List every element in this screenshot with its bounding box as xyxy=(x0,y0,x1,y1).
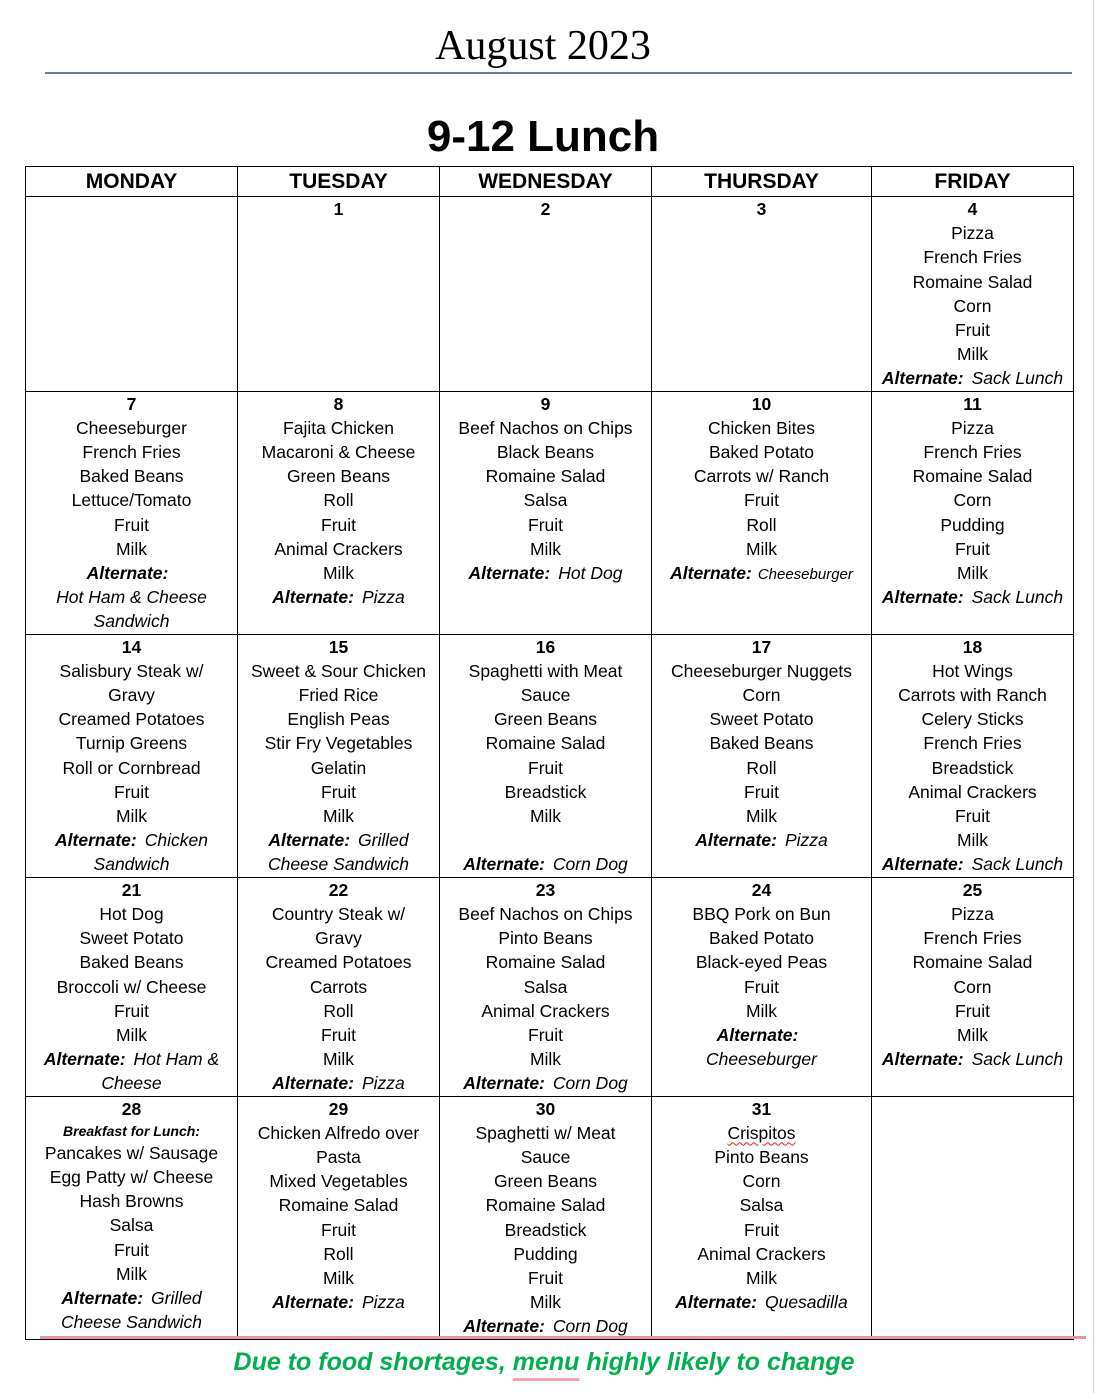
alternate-label: Alternate: xyxy=(695,830,777,851)
menu-item: Pinto Beans xyxy=(714,1146,809,1167)
lunch-calendar xyxy=(25,166,1074,1340)
menu-item: Milk xyxy=(956,344,989,365)
date-number: 4 xyxy=(967,199,978,219)
alternate-label: Alternate: xyxy=(881,854,964,875)
footer-notice xyxy=(0,1346,1088,1378)
menu-item: Roll xyxy=(746,757,777,778)
footer-notice-text-end: highly likely to change xyxy=(579,1348,855,1376)
menu-item: French Fries xyxy=(923,928,1022,949)
menu-item: Romaine Salad xyxy=(278,1195,399,1216)
date-number: 21 xyxy=(121,879,142,900)
day-cell-9 xyxy=(440,391,652,634)
alternate-line xyxy=(876,852,1069,876)
day-cell-15 xyxy=(238,634,440,877)
menu-item: Pizza xyxy=(951,223,994,244)
date-number: 25 xyxy=(962,879,983,900)
alternate-line xyxy=(242,585,435,609)
day-cell-28 xyxy=(26,1096,238,1339)
date-number: 1 xyxy=(333,199,344,219)
day-cell-31 xyxy=(652,1096,872,1339)
menu-item: Fruit xyxy=(528,1267,563,1288)
alternate-line xyxy=(444,1071,647,1095)
menu-item: Beef Nachos on Chips xyxy=(458,903,633,924)
menu-item: Milk xyxy=(322,1049,355,1070)
menu-item: Corn xyxy=(953,976,992,997)
alternate-label: Alternate: xyxy=(881,368,964,389)
menu-item: Chicken Alfredo over Pasta xyxy=(257,1122,420,1167)
alternate-label: Alternate: xyxy=(670,563,752,584)
menu-item: Fajita Chicken xyxy=(283,417,394,438)
menu-item: Romaine Salad xyxy=(912,271,1033,292)
menu-item: Salsa xyxy=(739,1195,784,1216)
alternate-line xyxy=(656,561,867,587)
date-number: 31 xyxy=(751,1098,772,1119)
day-cell-16 xyxy=(440,634,652,877)
menu-item: Mixed Vegetables xyxy=(269,1171,408,1192)
menu-item: Milk xyxy=(745,538,778,559)
date-number: 17 xyxy=(751,636,772,657)
alternate-line xyxy=(656,828,867,852)
menu-item: Fruit xyxy=(955,1000,990,1021)
alternate-line xyxy=(30,1286,233,1334)
menu-item: Breadstick xyxy=(931,757,1014,778)
menu-item: Green Beans xyxy=(286,466,391,487)
menu-note: Breakfast for Lunch: xyxy=(63,1122,200,1139)
day-cell-11 xyxy=(872,391,1074,634)
date-number: 16 xyxy=(535,636,556,657)
menu-item: Animal Crackers xyxy=(481,1000,610,1021)
day-cell-1 xyxy=(238,197,440,392)
alternate-label: Alternate: xyxy=(272,1073,354,1094)
week-row xyxy=(26,197,1074,392)
menu-item: Beef Nachos on Chips xyxy=(458,417,633,438)
menu-item: Roll xyxy=(323,490,354,511)
day-cell-21 xyxy=(26,877,238,1096)
alternate-line xyxy=(242,828,435,876)
menu-item: Fruit xyxy=(744,1219,779,1240)
menu-item: Corn xyxy=(953,295,992,316)
alternate-item: Sack Lunch xyxy=(971,1049,1064,1070)
date-number: 30 xyxy=(535,1098,556,1119)
menu-item: Baked Beans xyxy=(79,952,184,973)
weekday-header-thursday: THURSDAY xyxy=(652,167,872,197)
menu-item: Baked Potato xyxy=(708,928,815,949)
alternate-item: Hot Ham & Cheese xyxy=(101,1049,220,1094)
menu-item: Fruit xyxy=(114,1000,149,1021)
menu-item: Carrots xyxy=(309,976,368,997)
menu-item: Creamed Potatoes xyxy=(265,952,412,973)
menu-item: Milk xyxy=(529,1049,562,1070)
alternate-label: Alternate: xyxy=(272,1292,354,1313)
menu-item: Corn xyxy=(742,685,781,706)
alternate-label: Alternate: xyxy=(55,830,137,851)
day-cell-8 xyxy=(238,391,440,634)
alternate-label: Alternate: xyxy=(463,854,545,875)
menu-item: Black-eyed Peas xyxy=(695,952,828,973)
menu-item: French Fries xyxy=(923,733,1022,754)
menu-item: Hot Wings xyxy=(932,660,1013,681)
menu-item: Baked Beans xyxy=(709,733,814,754)
menu-title: 9-12 Lunch xyxy=(426,112,660,161)
menu-item: Animal Crackers xyxy=(908,781,1037,802)
day-cell-17 xyxy=(652,634,872,877)
alternate-item: Corn Dog xyxy=(552,854,628,875)
alternate-label: Alternate: xyxy=(468,563,551,584)
date-number: 29 xyxy=(328,1098,349,1119)
alternate-label: Alternate: xyxy=(61,1287,144,1308)
page-edge xyxy=(1093,0,1094,1393)
day-cell-25 xyxy=(872,877,1074,1096)
menu-item: Cheeseburger Nuggets xyxy=(671,660,852,681)
alternate-item: Sack Lunch xyxy=(971,854,1064,875)
alternate-item: Sack Lunch xyxy=(971,368,1064,389)
alternate-label: Alternate: xyxy=(268,830,351,851)
menu-item: French Fries xyxy=(82,442,181,463)
alternate-item: Corn Dog xyxy=(552,1316,628,1337)
date-number: 15 xyxy=(328,636,349,657)
weekday-header-row xyxy=(26,167,1074,197)
menu-item: Stir Fry Vegetables xyxy=(264,733,413,754)
alternate-line xyxy=(656,1290,867,1314)
alternate-line xyxy=(30,828,233,876)
menu-item: Broccoli w/ Cheese xyxy=(56,976,207,997)
menu-item: Pizza xyxy=(951,417,994,438)
weekday-header-monday: MONDAY xyxy=(26,167,238,197)
menu-item: Fruit xyxy=(114,781,149,802)
alternate-item: Hot Ham & Cheese Sandwich xyxy=(56,587,207,632)
menu-item: Romaine Salad xyxy=(485,733,606,754)
menu-item: Fruit xyxy=(955,320,990,341)
menu-item: Green Beans xyxy=(493,709,598,730)
menu-item: Sweet Potato xyxy=(709,709,814,730)
menu-item: Animal Crackers xyxy=(274,538,403,559)
menu-item: Sweet & Sour Chicken xyxy=(250,660,427,681)
menu-item: Animal Crackers xyxy=(697,1243,826,1264)
alternate-item: Pizza xyxy=(361,1073,405,1094)
alternate-label: Alternate: xyxy=(716,1024,799,1045)
alternate-item: Chicken Sandwich xyxy=(93,830,208,875)
day-cell-30 xyxy=(440,1096,652,1339)
alternate-line xyxy=(30,1047,233,1095)
menu-item: Romaine Salad xyxy=(485,1195,606,1216)
alternate-label: Alternate: xyxy=(675,1292,757,1313)
menu-item: Macaroni & Cheese xyxy=(261,442,416,463)
menu-item: Salsa xyxy=(523,490,568,511)
alternate-item: Pizza xyxy=(361,1292,405,1313)
menu-item: Fruit xyxy=(955,806,990,827)
menu-item: Fried Rice xyxy=(298,685,379,706)
day-cell-14 xyxy=(26,634,238,877)
menu-item: Romaine Salad xyxy=(912,952,1033,973)
menu-item: Sweet Potato xyxy=(79,928,184,949)
menu-item: Pinto Beans xyxy=(498,928,593,949)
header-rule xyxy=(45,72,1072,74)
table-bottom-rule xyxy=(40,1336,1086,1339)
footer-notice-text: Due to food shortages, xyxy=(233,1348,513,1376)
month-title: August 2023 xyxy=(435,23,651,69)
menu-item: Romaine Salad xyxy=(485,952,606,973)
alternate-label: Alternate: xyxy=(43,1049,126,1070)
day-cell-18 xyxy=(872,634,1074,877)
menu-item: Black Beans xyxy=(496,442,595,463)
menu-item: Milk xyxy=(745,1000,778,1021)
alternate-item: Pizza xyxy=(361,587,405,608)
menu-item: Fruit xyxy=(321,514,356,535)
alternate-line xyxy=(876,585,1069,609)
menu-item: Fruit xyxy=(528,757,563,778)
menu-item: Fruit xyxy=(114,1239,149,1260)
menu-item: Pudding xyxy=(940,514,1005,535)
menu-item: English Peas xyxy=(287,709,390,730)
menu-item: Milk xyxy=(956,1024,989,1045)
menu-item: Spaghetti w/ Meat Sauce xyxy=(475,1122,616,1167)
menu-item: Lettuce/Tomato xyxy=(71,490,192,511)
menu-item: BBQ Pork on Bun xyxy=(692,903,831,924)
alternate-item: Grilled Cheese Sandwich xyxy=(60,1287,203,1333)
alternate-line xyxy=(876,1047,1069,1071)
alternate-line xyxy=(444,561,647,585)
day-cell-3 xyxy=(652,197,872,392)
menu-item: Cheeseburger xyxy=(76,417,187,438)
alternate-item: Cheeseburger xyxy=(706,1049,817,1070)
menu-item: Carrots w/ Ranch xyxy=(693,466,830,487)
menu-item: Baked Beans xyxy=(79,466,184,487)
date-number: 22 xyxy=(328,879,349,900)
menu-item: Creamed Potatoes xyxy=(58,709,205,730)
menu-item: Fruit xyxy=(321,1219,356,1240)
alternate-item: Pizza xyxy=(784,830,828,851)
date-number: 23 xyxy=(535,879,556,900)
alternate-label: Alternate: xyxy=(86,563,169,584)
menu-item: Milk xyxy=(529,1292,562,1313)
menu-item: Pizza xyxy=(951,903,994,924)
alternate-label: Alternate: xyxy=(272,587,354,608)
menu-item: Fruit xyxy=(528,1024,563,1045)
menu-item: Egg Patty w/ Cheese xyxy=(49,1166,214,1187)
alternate-label: Alternate: xyxy=(881,1049,964,1070)
alternate-line xyxy=(876,366,1069,390)
week-row xyxy=(26,391,1074,634)
weekday-header-tuesday: TUESDAY xyxy=(238,167,440,197)
menu-item: Milk xyxy=(115,538,148,559)
alternate-label: Alternate: xyxy=(881,587,964,608)
day-cell-24 xyxy=(652,877,872,1096)
menu-item: Carrots with Ranch xyxy=(898,685,1047,706)
menu-item: Hash Browns xyxy=(79,1191,184,1212)
alternate-line xyxy=(242,1071,435,1095)
date-number: 11 xyxy=(963,393,982,414)
menu-item: Roll or Cornbread xyxy=(62,757,201,778)
date-number: 14 xyxy=(121,636,142,657)
menu-item: Milk xyxy=(322,563,355,584)
menu-item: French Fries xyxy=(923,442,1022,463)
menu-item: Milk xyxy=(745,1267,778,1288)
menu-item: Fruit xyxy=(114,514,149,535)
menu-item: Corn xyxy=(953,490,992,511)
week-row xyxy=(26,634,1074,877)
alternate-line xyxy=(656,1023,867,1071)
menu-item: Salsa xyxy=(109,1215,154,1236)
calendar-body xyxy=(26,197,1074,1340)
date-number: 24 xyxy=(751,879,772,900)
menu-item: Fruit xyxy=(528,514,563,535)
footer-notice-emphasis: menu xyxy=(512,1348,580,1376)
weekday-header-wednesday: WEDNESDAY xyxy=(440,167,652,197)
menu-item: Corn xyxy=(742,1171,781,1192)
alternate-item: Quesadilla xyxy=(764,1292,848,1313)
menu-item: Milk xyxy=(956,830,989,851)
menu-item: Salisbury Steak w/ Gravy xyxy=(59,660,204,706)
alternate-line xyxy=(242,1290,435,1314)
menu-item: Milk xyxy=(745,806,778,827)
day-cell-10 xyxy=(652,391,872,634)
menu-item: Milk xyxy=(529,806,562,827)
menu-item: Pancakes w/ Sausage xyxy=(44,1142,219,1163)
menu-item: Romaine Salad xyxy=(485,466,606,487)
menu-item: Salsa xyxy=(523,976,568,997)
menu-item: Milk xyxy=(322,806,355,827)
date-number: 9 xyxy=(540,393,551,414)
alternate-item: Grilled Cheese Sandwich xyxy=(267,830,410,875)
week-row xyxy=(26,1096,1074,1339)
alternate-label: Alternate: xyxy=(463,1073,545,1094)
alternate-line xyxy=(444,852,647,876)
day-cell-29 xyxy=(238,1096,440,1339)
menu-item: Milk xyxy=(115,806,148,827)
menu-item: French Fries xyxy=(923,247,1022,268)
alternate-item: Hot Dog xyxy=(558,563,623,584)
day-cell-7 xyxy=(26,391,238,634)
menu-item: Milk xyxy=(529,538,562,559)
date-number: 2 xyxy=(540,199,551,219)
day-cell-22 xyxy=(238,877,440,1096)
menu-item: Celery Sticks xyxy=(921,709,1024,730)
menu-item: Milk xyxy=(115,1024,148,1045)
menu-item: Crispitos xyxy=(727,1122,796,1143)
menu-item: Fruit xyxy=(321,1024,356,1045)
alternate-label: Alternate: xyxy=(463,1316,545,1337)
menu-item: Roll xyxy=(746,514,777,535)
menu-item: Fruit xyxy=(321,781,356,802)
menu-item: Baked Potato xyxy=(708,442,815,463)
date-number: 3 xyxy=(756,199,767,219)
date-number: 7 xyxy=(126,393,137,414)
menu-item: Roll xyxy=(323,1243,354,1264)
empty-day-cell xyxy=(26,197,238,392)
menu-item: Fruit xyxy=(955,538,990,559)
day-cell-23 xyxy=(440,877,652,1096)
menu-item: Hot Dog xyxy=(99,903,164,924)
alternate-item: Cheeseburger xyxy=(757,566,853,584)
menu-item: Fruit xyxy=(744,781,779,802)
date-number: 8 xyxy=(333,393,344,414)
day-cell-4 xyxy=(872,197,1074,392)
menu-item: Chicken Bites xyxy=(708,417,815,438)
menu-item: Gelatin xyxy=(310,757,367,778)
menu-item: Milk xyxy=(115,1263,148,1284)
week-row xyxy=(26,877,1074,1096)
alternate-line xyxy=(30,561,233,634)
alternate-item: Sack Lunch xyxy=(971,587,1064,608)
date-number: 18 xyxy=(962,636,983,657)
date-number: 10 xyxy=(751,393,772,414)
menu-item: Breadstick xyxy=(504,1219,587,1240)
menu-item: Roll xyxy=(323,1000,354,1021)
alternate-item: Corn Dog xyxy=(552,1073,628,1094)
empty-day-cell xyxy=(872,1096,1074,1339)
alternate-line xyxy=(444,1314,647,1338)
menu-item: Turnip Greens xyxy=(75,733,188,754)
menu-item: Country Steak w/ Gravy xyxy=(271,903,406,949)
menu-item: Milk xyxy=(322,1267,355,1288)
menu-item: Romaine Salad xyxy=(912,466,1033,487)
date-number: 28 xyxy=(121,1098,142,1119)
day-cell-2 xyxy=(440,197,652,392)
menu-item: Fruit xyxy=(744,976,779,997)
weekday-header-friday: FRIDAY xyxy=(872,167,1074,197)
menu-item: Fruit xyxy=(744,490,779,511)
menu-item: Breadstick xyxy=(504,781,587,802)
menu-item: Spaghetti with Meat Sauce xyxy=(468,660,623,706)
menu-item: Green Beans xyxy=(493,1171,598,1192)
menu-item: Pudding xyxy=(513,1243,578,1264)
menu-item: Milk xyxy=(956,563,989,584)
